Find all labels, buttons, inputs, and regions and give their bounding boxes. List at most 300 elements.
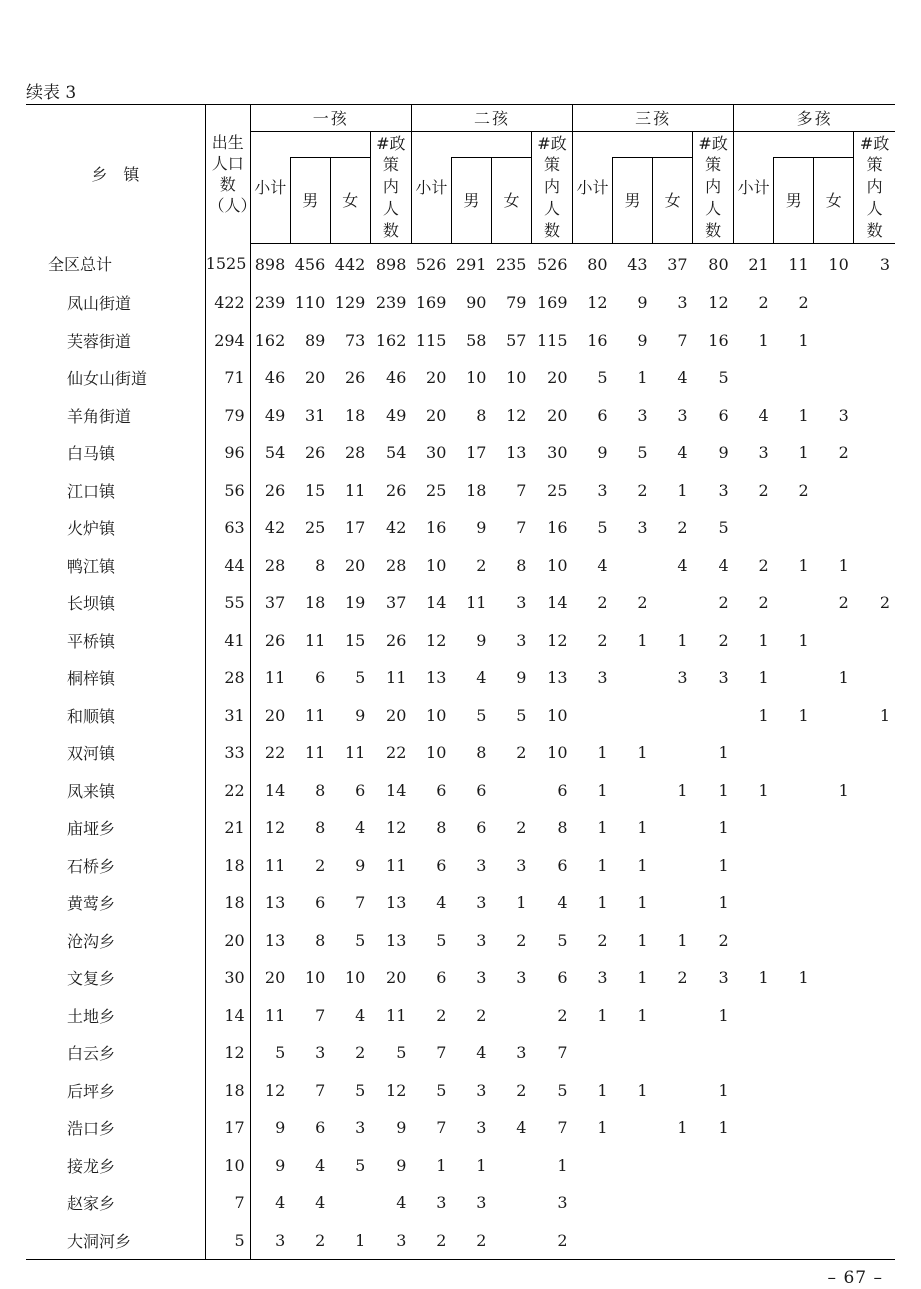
row-cell: 5 [637, 443, 648, 463]
row-cell [774, 922, 814, 960]
row-cell [814, 1147, 854, 1185]
row-cell [734, 1184, 774, 1222]
row-cell: 16 [547, 518, 568, 538]
table-row [26, 1072, 895, 1110]
row-cell: 4 [516, 1118, 527, 1138]
row-cell [734, 809, 774, 847]
row-cell: 2 [516, 1080, 527, 1100]
row-cell: 169 [415, 293, 447, 313]
row-cell: 3 [476, 1080, 487, 1100]
row-cell: 235 [495, 254, 527, 274]
row-cell: 79 [205, 397, 250, 435]
row-cell: 1 [758, 780, 769, 800]
header-region: 乡 镇 [26, 105, 205, 244]
row-cell: 17 [344, 518, 366, 538]
row-cell: 9 [476, 630, 487, 650]
table-caption: 续表 3 [26, 83, 77, 103]
row-cell: 20 [344, 555, 366, 575]
row-cell: 26 [264, 630, 286, 650]
row-cell: 20 [304, 368, 326, 388]
row-cell [854, 734, 895, 772]
row-cell: 1 [436, 1155, 447, 1175]
row-cell [774, 809, 814, 847]
row-cell: 5 [436, 1080, 447, 1100]
row-cell: 3 [476, 1118, 487, 1138]
row-cell: 7 [557, 1118, 568, 1138]
row-cell: 11 [304, 630, 326, 650]
row-cell: 25 [547, 480, 568, 500]
row-region-name: 仙女山街道 [26, 359, 205, 397]
row-cell [734, 1222, 774, 1260]
policy-mark: # [376, 134, 390, 153]
row-cell: 4 [355, 818, 366, 838]
row-cell: 7 [436, 1118, 447, 1138]
row-cell [814, 284, 854, 322]
table-row [26, 772, 895, 810]
row-cell [774, 772, 814, 810]
birth-statistics-table [26, 104, 895, 1260]
row-cell: 20 [426, 405, 447, 425]
header-male: 男 [613, 158, 653, 244]
row-cell: 3 [370, 1222, 411, 1260]
row-region-name: 凤来镇 [26, 772, 205, 810]
row-cell: 8 [436, 818, 447, 838]
row-cell: 2 [879, 593, 890, 613]
row-cell [774, 509, 814, 547]
row-cell [693, 697, 734, 735]
header-births: 出生人口数（人） [205, 105, 250, 244]
row-cell: 2 [798, 480, 809, 500]
row-cell [854, 772, 895, 810]
row-cell: 2 [290, 1222, 330, 1260]
row-cell: 12 [587, 293, 608, 313]
row-cell [734, 847, 774, 885]
row-cell: 2 [838, 443, 849, 463]
row-cell: 7 [315, 1005, 326, 1025]
row-cell: 25 [426, 480, 447, 500]
row-cell [814, 1184, 854, 1222]
row-cell: 14 [547, 593, 568, 613]
table-row [26, 1184, 895, 1222]
policy-text-head: 政 [389, 134, 406, 153]
row-cell: 42 [264, 518, 286, 538]
row-cell: 1 [758, 705, 769, 725]
row-cell: 162 [254, 330, 286, 350]
row-cell: 6 [557, 855, 568, 875]
row-cell: 16 [708, 330, 729, 350]
row-cell: 17 [466, 443, 487, 463]
row-cell [693, 1222, 734, 1260]
row-cell [653, 1034, 693, 1072]
row-cell [613, 1034, 653, 1072]
row-cell: 6 [476, 780, 487, 800]
row-cell [491, 772, 531, 810]
table-row [26, 434, 895, 472]
header-spacer [774, 132, 854, 158]
row-cell [854, 359, 895, 397]
row-cell: 3 [718, 968, 729, 988]
row-cell: 10 [426, 705, 447, 725]
row-cell: 239 [375, 293, 407, 313]
row-cell: 56 [205, 472, 250, 510]
table-row [26, 884, 895, 922]
row-cell [854, 997, 895, 1035]
row-cell: 7 [205, 1184, 250, 1222]
row-cell: 13 [506, 443, 527, 463]
policy-text: 策内人数 [543, 155, 560, 240]
header-group-multi: 多孩 [734, 105, 895, 132]
row-cell: 4 [315, 1155, 326, 1175]
row-cell [814, 997, 854, 1035]
row-cell: 63 [205, 509, 250, 547]
row-cell [613, 772, 653, 810]
row-cell: 3 [476, 893, 487, 913]
policy-text-head: 政 [550, 134, 567, 153]
row-region-name: 芙蓉街道 [26, 322, 205, 360]
row-cell: 11 [344, 743, 366, 763]
row-cell: 1 [597, 1118, 608, 1138]
row-cell [653, 1147, 693, 1185]
row-cell: 57 [506, 330, 527, 350]
row-cell: 15 [304, 480, 326, 500]
row-cell: 2 [315, 855, 326, 875]
row-region-name: 长坝镇 [26, 584, 205, 622]
row-cell: 21 [748, 254, 769, 274]
row-cell: 3 [476, 930, 487, 950]
row-cell: 12 [264, 1080, 286, 1100]
row-cell [653, 1184, 693, 1222]
row-cell: 4 [436, 893, 447, 913]
row-cell: 2 [718, 593, 729, 613]
row-cell: 12 [205, 1034, 250, 1072]
table-row [26, 922, 895, 960]
row-cell: 90 [466, 293, 487, 313]
row-cell: 30 [426, 443, 447, 463]
row-cell: 1 [330, 1222, 370, 1260]
row-cell: 6 [436, 780, 447, 800]
row-cell [613, 659, 653, 697]
row-cell: 11 [386, 855, 407, 875]
row-cell: 4 [396, 1193, 407, 1213]
row-cell: 4 [476, 668, 487, 688]
row-cell: 2 [597, 630, 608, 650]
table-row [26, 584, 895, 622]
row-cell: 12 [386, 1080, 407, 1100]
row-cell [854, 1147, 895, 1185]
row-cell [774, 847, 814, 885]
row-cell: 1 [838, 555, 849, 575]
row-cell: 1 [597, 818, 608, 838]
row-cell: 18 [205, 884, 250, 922]
row-cell: 9 [275, 1118, 286, 1138]
policy-text: 策内人数 [382, 155, 399, 240]
row-cell: 5 [355, 930, 366, 950]
row-cell: 12 [386, 818, 407, 838]
row-cell: 80 [587, 254, 608, 274]
row-cell: 2 [677, 518, 688, 538]
row-cell: 10 [828, 254, 849, 274]
row-cell: 2 [516, 743, 527, 763]
row-cell: 3 [677, 668, 688, 688]
row-cell: 3 [516, 593, 527, 613]
row-cell: 6 [557, 780, 568, 800]
row-cell: 12 [547, 630, 568, 650]
row-cell [491, 1184, 531, 1222]
row-cell [653, 809, 693, 847]
row-cell: 9 [637, 293, 648, 313]
row-cell: 3 [879, 254, 890, 274]
row-cell [814, 1034, 854, 1072]
row-cell: 73 [344, 330, 366, 350]
row-cell [774, 1072, 814, 1110]
row-cell: 3 [516, 1043, 527, 1063]
row-region-name: 文复乡 [26, 959, 205, 997]
row-cell: 22 [205, 772, 250, 810]
row-cell: 11 [264, 1005, 286, 1025]
policy-text: 策内人数 [705, 155, 722, 240]
row-cell: 239 [254, 293, 286, 313]
row-cell: 1 [879, 705, 890, 725]
header-subtotal: 小计 [250, 132, 290, 244]
row-region-name: 江口镇 [26, 472, 205, 510]
row-cell: 6 [355, 780, 366, 800]
row-cell: 12 [708, 293, 729, 313]
row-cell [814, 959, 854, 997]
row-cell [613, 1109, 653, 1147]
row-cell: 110 [294, 293, 326, 313]
page-number: – 67 – [827, 1268, 883, 1288]
row-cell: 20 [547, 368, 568, 388]
row-cell: 2 [758, 293, 769, 313]
row-cell [854, 1222, 895, 1260]
row-cell: 46 [386, 368, 407, 388]
row-cell [774, 359, 814, 397]
row-cell: 2 [557, 1005, 568, 1025]
row-cell: 2 [436, 1005, 447, 1025]
row-cell: 9 [355, 855, 366, 875]
row-cell [573, 1034, 613, 1072]
row-cell: 2 [718, 930, 729, 950]
row-cell: 11 [264, 668, 286, 688]
row-cell: 37 [386, 593, 407, 613]
row-cell [854, 284, 895, 322]
row-cell [854, 884, 895, 922]
row-cell: 115 [415, 330, 447, 350]
table-row [26, 659, 895, 697]
row-cell: 5 [396, 1043, 407, 1063]
header-group-first: 一孩 [250, 105, 411, 132]
row-cell: 291 [455, 254, 487, 274]
row-cell: 1 [476, 1155, 487, 1175]
row-cell [774, 1034, 814, 1072]
row-cell: 28 [344, 443, 366, 463]
row-cell [814, 359, 854, 397]
row-cell [854, 622, 895, 660]
row-cell: 1 [718, 743, 729, 763]
row-cell [854, 1034, 895, 1072]
row-cell [693, 1147, 734, 1185]
row-region-name: 平桥镇 [26, 622, 205, 660]
table-row [26, 547, 895, 585]
row-cell: 7 [315, 1080, 326, 1100]
row-cell: 1 [798, 630, 809, 650]
row-cell: 28 [205, 659, 250, 697]
row-cell: 3 [677, 293, 688, 313]
row-cell: 4 [315, 1193, 326, 1213]
row-cell: 2 [597, 930, 608, 950]
row-cell: 5 [557, 930, 568, 950]
row-cell [734, 1034, 774, 1072]
row-cell: 1 [637, 743, 648, 763]
row-cell: 1 [798, 443, 809, 463]
row-cell: 1 [718, 1005, 729, 1025]
row-cell: 8 [516, 555, 527, 575]
row-cell [854, 397, 895, 435]
header-subtotal: 小计 [734, 132, 774, 244]
table-row [26, 1034, 895, 1072]
row-cell: 37 [667, 254, 688, 274]
table-row [26, 244, 895, 285]
row-cell [814, 472, 854, 510]
row-cell: 1525 [205, 244, 250, 285]
row-cell: 2 [411, 1222, 451, 1260]
row-cell: 7 [677, 330, 688, 350]
row-cell [653, 697, 693, 735]
row-cell: 1 [718, 818, 729, 838]
row-cell [814, 734, 854, 772]
row-region-name: 后坪乡 [26, 1072, 205, 1110]
row-cell [613, 697, 653, 735]
row-cell: 79 [506, 293, 527, 313]
row-cell: 11 [466, 593, 487, 613]
row-cell: 442 [334, 254, 366, 274]
row-cell: 13 [426, 668, 447, 688]
row-cell: 26 [386, 480, 407, 500]
row-cell: 1 [677, 780, 688, 800]
row-cell: 3 [516, 968, 527, 988]
row-cell [734, 509, 774, 547]
row-cell: 16 [426, 518, 447, 538]
row-cell: 6 [315, 1118, 326, 1138]
header-male: 男 [290, 158, 330, 244]
row-cell: 18 [466, 480, 487, 500]
row-cell [854, 1184, 895, 1222]
row-cell: 8 [476, 743, 487, 763]
row-cell [613, 1222, 653, 1260]
row-cell: 1 [637, 818, 648, 838]
row-cell: 9 [476, 518, 487, 538]
table-row [26, 359, 895, 397]
row-cell [573, 1184, 613, 1222]
row-region-name: 白云乡 [26, 1034, 205, 1072]
row-cell: 3 [315, 1043, 326, 1063]
row-cell: 11 [386, 668, 407, 688]
row-cell: 7 [516, 480, 527, 500]
row-cell: 3 [250, 1222, 290, 1260]
row-cell: 3 [838, 405, 849, 425]
row-cell [573, 697, 613, 735]
header-group-third: 三孩 [573, 105, 734, 132]
row-cell: 162 [375, 330, 407, 350]
row-cell: 2 [838, 593, 849, 613]
row-cell: 5 [205, 1222, 250, 1260]
row-cell [573, 1222, 613, 1260]
row-cell: 49 [386, 405, 407, 425]
row-cell: 10 [506, 368, 527, 388]
row-cell [613, 1184, 653, 1222]
row-cell: 1 [758, 330, 769, 350]
row-region-name: 白马镇 [26, 434, 205, 472]
row-region-name: 石桥乡 [26, 847, 205, 885]
row-cell: 2 [798, 293, 809, 313]
row-cell [491, 997, 531, 1035]
policy-mark: # [859, 134, 874, 153]
row-cell: 6 [476, 818, 487, 838]
row-cell: 26 [304, 443, 326, 463]
row-cell [693, 1184, 734, 1222]
row-cell [693, 1034, 734, 1072]
row-cell: 1 [557, 1155, 568, 1175]
row-cell [734, 1072, 774, 1110]
row-region-name: 浩口乡 [26, 1109, 205, 1147]
row-cell: 1 [798, 705, 809, 725]
row-cell [774, 1109, 814, 1147]
table-header [26, 105, 895, 244]
row-cell: 10 [304, 968, 326, 988]
row-cell: 13 [386, 893, 407, 913]
row-cell: 5 [718, 518, 729, 538]
row-cell: 31 [205, 697, 250, 735]
row-cell: 26 [344, 368, 366, 388]
row-region-name: 鸭江镇 [26, 547, 205, 585]
row-cell: 5 [436, 930, 447, 950]
row-cell: 2 [516, 818, 527, 838]
row-cell: 19 [344, 593, 366, 613]
row-cell: 2 [677, 968, 688, 988]
row-cell [814, 322, 854, 360]
row-cell: 10 [205, 1147, 250, 1185]
row-cell: 46 [264, 368, 286, 388]
row-cell: 49 [264, 405, 286, 425]
row-cell: 1 [637, 930, 648, 950]
row-region-name: 大洞河乡 [26, 1222, 205, 1260]
row-region-name: 沧沟乡 [26, 922, 205, 960]
row-cell: 20 [547, 405, 568, 425]
row-cell: 1 [637, 1080, 648, 1100]
row-cell: 21 [205, 809, 250, 847]
row-cell [774, 997, 814, 1035]
row-cell: 25 [304, 518, 326, 538]
policy-mark: # [698, 134, 712, 153]
row-cell: 1 [718, 893, 729, 913]
row-cell: 1 [637, 855, 648, 875]
row-cell: 1 [597, 780, 608, 800]
row-cell: 17 [205, 1109, 250, 1147]
row-cell: 4 [677, 368, 688, 388]
row-cell [814, 847, 854, 885]
row-cell: 5 [355, 1080, 366, 1100]
table-row [26, 847, 895, 885]
row-cell [854, 509, 895, 547]
header-female: 女 [330, 158, 370, 244]
row-cell: 3 [476, 968, 487, 988]
row-cell: 1 [677, 480, 688, 500]
row-cell [814, 697, 854, 735]
row-cell: 1 [637, 368, 648, 388]
row-cell: 11 [386, 1005, 407, 1025]
row-cell: 169 [536, 293, 568, 313]
row-cell: 10 [547, 555, 568, 575]
